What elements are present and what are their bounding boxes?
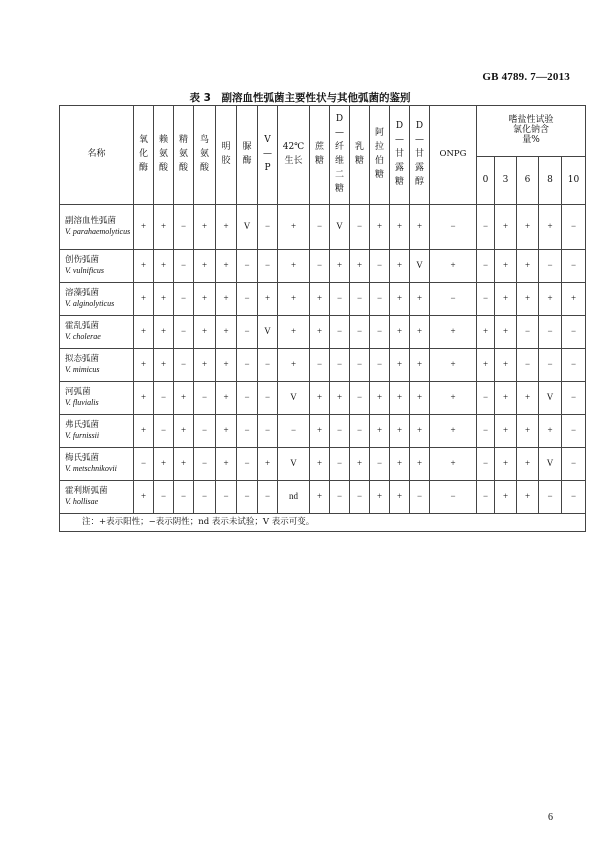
table-row [60,316,586,349]
result-cell: − [154,415,174,448]
result-cell: + [477,349,495,382]
result-cell: V [410,250,430,283]
result-cell: + [430,349,477,382]
result-cell: − [310,349,330,382]
result-cell: + [134,349,154,382]
species-name-chinese: 拟态弧菌 [65,353,100,364]
result-cell: − [562,250,586,283]
species-name-cell [60,448,134,481]
result-cell: − [562,349,586,382]
result-cell: + [495,205,517,250]
result-cell: + [216,349,237,382]
table-caption: 表 3 副溶血性弧菌主要性状与其他弧菌的鉴别 [189,92,411,104]
result-cell: + [350,448,370,481]
name-column-header: 名称 [60,106,134,205]
test-header: 阿拉伯糖 [370,106,390,205]
result-cell: − [154,382,174,415]
test-header: 蔗糖 [310,106,330,205]
test-header: V—P [258,106,278,205]
result-cell: + [410,316,430,349]
result-cell: − [477,283,495,316]
result-cell: + [278,349,310,382]
result-cell: + [134,205,154,250]
test-header: D—甘露醇 [410,106,430,205]
result-cell: + [539,283,562,316]
test-header: 明胶 [216,106,237,205]
result-cell: − [258,481,278,514]
result-cell: − [562,481,586,514]
result-cell: + [430,415,477,448]
result-cell: − [539,481,562,514]
result-cell: + [310,316,330,349]
result-cell: V [539,448,562,481]
result-cell: + [154,448,174,481]
result-cell: − [370,250,390,283]
result-cell: + [430,316,477,349]
result-cell: − [350,205,370,250]
result-cell: + [134,316,154,349]
result-cell: + [390,283,410,316]
result-cell: − [477,382,495,415]
result-cell: + [390,250,410,283]
result-cell: + [134,481,154,514]
result-cell: + [154,349,174,382]
result-cell: + [216,316,237,349]
salt-tolerance-header: 嗜盐性试验氯化钠含量% [477,106,586,157]
result-cell: + [390,448,410,481]
result-cell: − [477,448,495,481]
result-cell: − [477,250,495,283]
result-cell: + [330,382,350,415]
species-name-latin: V. vulnificus [65,266,104,276]
result-cell: + [154,283,174,316]
result-cell: + [134,283,154,316]
result-cell: + [278,205,310,250]
result-cell: + [495,382,517,415]
result-cell: − [174,316,194,349]
result-cell: − [258,349,278,382]
result-cell: − [477,415,495,448]
species-name-cell [60,316,134,349]
result-cell: + [216,283,237,316]
result-cell: + [278,316,310,349]
result-cell: − [194,415,216,448]
result-cell: + [410,349,430,382]
result-cell: + [495,316,517,349]
test-header: ONPG [430,106,477,205]
species-name-latin: V. parahaemolyticus [65,227,131,237]
result-cell: + [517,481,539,514]
result-cell: + [134,250,154,283]
result-cell: − [237,481,258,514]
result-cell: − [194,481,216,514]
result-cell: − [278,415,310,448]
species-name-latin: V. metschnikovii [65,464,117,474]
result-cell: + [194,316,216,349]
result-cell: + [390,481,410,514]
result-cell: + [390,349,410,382]
result-cell: + [194,283,216,316]
result-cell: + [370,382,390,415]
species-name-cell [60,382,134,415]
result-cell: V [278,382,310,415]
result-cell: − [194,382,216,415]
result-cell: + [430,250,477,283]
result-cell: − [258,415,278,448]
test-header: 乳糖 [350,106,370,205]
result-cell: + [216,448,237,481]
result-cell: + [310,415,330,448]
result-cell: − [310,250,330,283]
table-row [60,283,586,316]
result-cell: + [216,415,237,448]
result-cell: + [258,283,278,316]
table-row [60,481,586,514]
test-header: 赖氨酸 [154,106,174,205]
result-cell: − [562,382,586,415]
table-row [60,250,586,283]
result-cell: + [310,481,330,514]
result-cell: − [330,448,350,481]
result-cell: − [410,481,430,514]
result-cell: + [410,205,430,250]
result-cell: + [216,382,237,415]
result-cell: − [237,283,258,316]
result-cell: − [237,415,258,448]
result-cell: − [370,448,390,481]
result-cell: + [517,250,539,283]
result-cell: − [350,316,370,349]
result-cell: − [154,481,174,514]
result-cell: + [539,415,562,448]
test-header: 脲酶 [237,106,258,205]
table-row [60,205,586,250]
result-cell: − [370,283,390,316]
result-cell: + [154,205,174,250]
result-cell: + [134,415,154,448]
species-name-latin: V. cholerae [65,332,101,342]
species-name-chinese: 弗氏弧菌 [65,419,100,430]
result-cell: + [310,283,330,316]
result-cell: − [237,250,258,283]
result-cell: + [310,382,330,415]
table-row [60,448,586,481]
result-cell: + [410,448,430,481]
table-row [60,349,586,382]
species-name-chinese: 创伤弧菌 [65,254,100,265]
result-cell: − [562,448,586,481]
result-cell: + [278,250,310,283]
species-name-chinese: 溶藻弧菌 [65,287,100,298]
table-note: 注：+表示阳性；−表示阴性；nd 表示未试验；V 表示可变。 [60,514,586,532]
species-name-cell [60,250,134,283]
standard-code: GB 4789. 7—2013 [482,71,570,83]
species-name-latin: V. hollisae [65,497,99,507]
result-cell: − [258,205,278,250]
result-cell: + [410,415,430,448]
test-header: 鸟氨酸 [194,106,216,205]
result-cell: − [258,250,278,283]
result-cell: + [258,448,278,481]
result-cell: + [390,316,410,349]
result-cell: − [174,205,194,250]
result-cell: − [194,448,216,481]
result-cell: + [517,205,539,250]
result-cell: + [390,205,410,250]
result-cell: + [517,382,539,415]
test-header: 氧化酶 [134,106,154,205]
result-cell: − [237,349,258,382]
test-header: 精氨酸 [174,106,194,205]
result-cell: nd [278,481,310,514]
result-cell: − [216,481,237,514]
result-cell: + [562,283,586,316]
result-cell: − [174,349,194,382]
result-cell: − [350,415,370,448]
result-cell: − [258,382,278,415]
species-name-chinese: 副溶血性弧菌 [65,215,117,226]
result-cell: − [350,283,370,316]
table-row [60,415,586,448]
result-cell: + [174,448,194,481]
concentration-header: 8 [539,157,562,205]
result-cell: + [194,349,216,382]
result-cell: + [517,283,539,316]
species-name-cell [60,415,134,448]
result-cell: + [390,415,410,448]
species-name-cell [60,349,134,382]
result-cell: − [350,349,370,382]
species-name-chinese: 霍乱弧菌 [65,320,100,331]
result-cell: + [477,316,495,349]
result-cell: − [430,205,477,250]
result-cell: + [495,349,517,382]
species-name-cell [60,205,134,250]
species-name-chinese: 梅氏弧菌 [65,452,100,463]
result-cell: − [562,316,586,349]
result-cell: − [237,316,258,349]
result-cell: − [477,481,495,514]
species-name-latin: V. mimicus [65,365,100,375]
result-cell: − [237,448,258,481]
result-cell: − [174,481,194,514]
result-cell: − [562,205,586,250]
result-cell: + [410,382,430,415]
result-cell: + [330,250,350,283]
result-cell: − [517,349,539,382]
result-cell: − [539,349,562,382]
concentration-header: 6 [517,157,539,205]
species-name-chinese: 霍利斯弧菌 [65,485,108,496]
test-header: D—甘露糖 [390,106,410,205]
concentration-header: 0 [477,157,495,205]
result-cell: + [495,448,517,481]
result-cell: + [495,481,517,514]
result-cell: + [154,250,174,283]
result-cell: − [370,316,390,349]
species-name-latin: V. furnissii [65,431,100,441]
result-cell: − [310,205,330,250]
result-cell: + [430,448,477,481]
result-cell: + [517,448,539,481]
result-cell: − [370,349,390,382]
result-cell: + [216,250,237,283]
result-cell: − [477,205,495,250]
result-cell: + [370,205,390,250]
header-row [60,106,586,157]
result-cell: − [330,415,350,448]
result-cell: + [134,382,154,415]
result-cell: − [330,349,350,382]
result-cell: + [495,415,517,448]
result-cell: + [430,382,477,415]
result-cell: + [517,415,539,448]
result-cell: − [350,481,370,514]
result-cell: + [350,250,370,283]
result-cell: − [330,481,350,514]
species-name-latin: V. fluvialis [65,398,99,408]
result-cell: + [194,205,216,250]
result-cell: − [539,250,562,283]
result-cell: + [495,283,517,316]
identification-table [59,105,586,532]
concentration-header: 3 [495,157,517,205]
test-header: 42℃生长 [278,106,310,205]
result-cell: + [216,205,237,250]
species-name-cell [60,481,134,514]
result-cell: + [370,415,390,448]
result-cell: − [430,481,477,514]
result-cell: V [258,316,278,349]
result-cell: + [194,250,216,283]
result-cell: − [562,415,586,448]
result-cell: − [134,448,154,481]
test-header: D—纤维二糖 [330,106,350,205]
result-cell: + [310,448,330,481]
result-cell: + [370,481,390,514]
result-cell: + [278,283,310,316]
result-cell: + [539,205,562,250]
page-number: 6 [548,812,553,823]
result-cell: + [390,382,410,415]
result-cell: − [237,382,258,415]
result-cell: − [430,283,477,316]
result-cell: − [350,382,370,415]
result-cell: V [237,205,258,250]
result-cell: + [154,316,174,349]
species-name-chinese: 河弧菌 [65,386,91,397]
result-cell: V [330,205,350,250]
species-name-latin: V. alginolyticus [65,299,115,309]
result-cell: − [539,316,562,349]
result-cell: + [495,250,517,283]
result-cell: − [174,250,194,283]
concentration-header: 10 [562,157,586,205]
result-cell: − [330,283,350,316]
result-cell: V [278,448,310,481]
table-row [60,382,586,415]
result-cell: − [174,283,194,316]
result-cell: + [174,415,194,448]
result-cell: + [410,283,430,316]
result-cell: − [517,316,539,349]
result-cell: V [539,382,562,415]
species-name-cell [60,283,134,316]
result-cell: − [330,316,350,349]
result-cell: + [174,382,194,415]
